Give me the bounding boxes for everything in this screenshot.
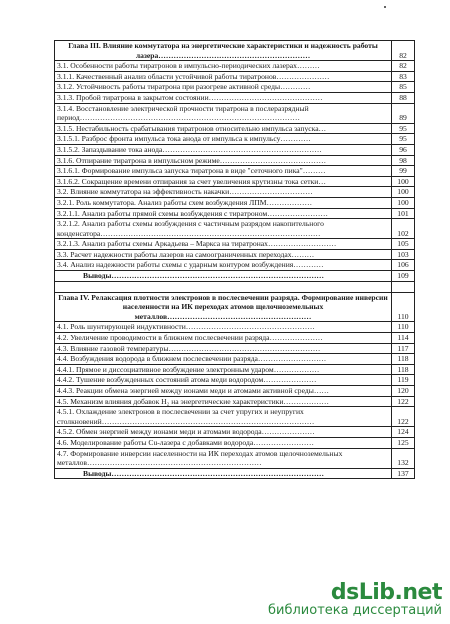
toc-page-number: 85 (392, 82, 415, 93)
toc-page-number: 132 (392, 448, 415, 468)
toc-page-number: 125 (392, 437, 415, 448)
toc-page-number: 105 (392, 239, 415, 250)
toc-entry-text: 3.1.4. Восстановление электрической прочности тиратрона в послеразрядный период…………………………………………………………………………… (55, 103, 392, 123)
toc-row (55, 396, 415, 407)
toc-page-number: 95 (392, 123, 415, 134)
toc-entry-text: Выводы………………………………………………………………………… (55, 271, 392, 282)
toc-row (55, 41, 415, 61)
watermark-subtitle: библиотека диссертаций (268, 603, 442, 618)
toc-page-number: 95 (392, 134, 415, 145)
watermark-logo: dsLib.net (330, 580, 442, 605)
toc-row (55, 166, 415, 177)
toc-entry-text: 3.2.1. Роль коммутатора. Анализ работы схем возбуждения ЛПМ……………… (55, 197, 392, 208)
toc-row (55, 375, 415, 386)
toc-entry-text: 3.2.1.2. Анализ работы схемы возбуждения с частичным разрядом накопительного конденсатора…………………………………………………………………………… (55, 219, 392, 239)
toc-row (55, 354, 415, 365)
toc-page-number: 122 (392, 396, 415, 407)
toc-entry-text: 4.4.3. Реакции обмена энергией между ионами меди и атомами активной среды…… (55, 386, 392, 397)
toc-page-number: 100 (392, 176, 415, 187)
toc-entry-text: 3.2. Влияние коммутатора на эффективность накачки…………………………… (55, 187, 392, 198)
toc-entry-text: Глава III. Влияние коммутатора на энергетические характеристики и надежность работы лазера…………………………………………………… (55, 41, 392, 61)
toc-page-number: 82 (392, 61, 415, 72)
toc-row (55, 103, 415, 123)
toc-row (55, 92, 415, 103)
toc-entry-text: 3.1.5.2. Запаздывание тока анода……………………………………………………… (55, 144, 392, 155)
toc-entry-text: 4.5. Механизм влияния добавок H₂ на энергетические характеристики……………… (55, 396, 392, 407)
toc-row (55, 123, 415, 134)
toc-page-number: 110 (392, 322, 415, 333)
toc-page-number: 137 (392, 468, 415, 479)
toc-entry-text: 3.1.2. Устойчивость работы тиратрона при разогреве активной среды………… (55, 82, 392, 93)
toc-entry-text: 4.5.2. Обмен энергией между ионами меди и атомами водорода………………… (55, 427, 392, 438)
toc-row (55, 407, 415, 427)
toc-entry-text: 3.3. Расчет надежности работы лазеров на самоограниченных переходах……… (55, 249, 392, 260)
toc-entry-text: 3.1.1. Качественный анализ области устойчивой работы тиратронов………………… (55, 71, 392, 82)
toc-page-number: 88 (392, 92, 415, 103)
toc-page-number: 106 (392, 260, 415, 271)
toc-entry-text: 3.1.6. Отпирание тиратрона в импульсном режиме…………………………………… (55, 155, 392, 166)
toc-row (55, 364, 415, 375)
toc-row (55, 333, 415, 344)
toc-entry-text: 4.2. Увеличение проводимости в ближнем послесвечении разряда………………… (55, 333, 392, 344)
toc-page-number: 83 (392, 71, 415, 82)
toc-page-number: 122 (392, 407, 415, 427)
toc-page-number: 117 (392, 343, 415, 354)
toc-row (55, 249, 415, 260)
toc-page-number: 100 (392, 187, 415, 198)
toc-row (55, 176, 415, 187)
toc-entry-text: 3.1.6.1. Формирование импульса запуска тиратрона в виде "сеточного пика"……… (55, 166, 392, 177)
toc-page-number: 118 (392, 354, 415, 365)
toc-page-number: 99 (392, 166, 415, 177)
toc-row (55, 271, 415, 282)
toc-entry-text: 4.7. Формирование инверсии населенности на ИК переходах атомов щелочноземельных металлов…………………………………………………………… (55, 448, 392, 468)
toc-entry-text: 3.1.5.1. Разброс фронта импульса тока анода от импульса к импульсу………… (55, 134, 392, 145)
toc-entry-text: 3.1.5. Нестабильность срабатывания тиратронов относительно импульса запуска… (55, 123, 392, 134)
toc-page-number: 89 (392, 103, 415, 123)
toc-row (55, 239, 415, 250)
scan-speck (384, 6, 386, 8)
toc-entry-text: 4.1. Роль шунтирующей индуктивности…………………………………………… (55, 322, 392, 333)
toc-page-number: 109 (392, 271, 415, 282)
toc-page-number: 124 (392, 427, 415, 438)
toc-entry-text: Глава IV. Релаксация плотности электронов в послесвечении разряда. Формирование инверсии населенности на ИК переходах атомов щелочноземельных металлов………………………………………………… (55, 292, 392, 322)
toc-page-number: 101 (392, 208, 415, 219)
toc-row (55, 468, 415, 479)
toc-page-number: 96 (392, 144, 415, 155)
toc-entry-text: 3.1.3. Пробой тиратрона в закрытом состоянии……………………………………… (55, 92, 392, 103)
toc-row (55, 187, 415, 198)
toc-page-number: 120 (392, 386, 415, 397)
toc-row (55, 427, 415, 438)
toc-row (55, 437, 415, 448)
toc-gap (55, 281, 415, 292)
toc-entry-text: 4.6. Моделирование работы Cu-лазера с добавками водорода…………………… (55, 437, 392, 448)
toc-row (55, 448, 415, 468)
toc-page-number (392, 281, 415, 292)
toc-row (55, 260, 415, 271)
toc-entry-text: 3.1. Особенности работы тиратронов в импульсно-периодических лазерах……… (55, 61, 392, 72)
toc-page-number: 119 (392, 375, 415, 386)
toc-page-number: 100 (392, 197, 415, 208)
toc-row (55, 61, 415, 72)
toc-entry-text: Выводы………………………………………………………………………… (55, 468, 392, 479)
toc-row (55, 197, 415, 208)
toc-page-number: 82 (392, 41, 415, 61)
toc-entry-text: 4.3. Влияние газовой температуры…………………………………………………… (55, 343, 392, 354)
toc-page-number: 98 (392, 155, 415, 166)
toc-row (55, 322, 415, 333)
toc-row (55, 71, 415, 82)
toc-page-number: 102 (392, 219, 415, 239)
toc-page-number: 110 (392, 292, 415, 322)
toc-entry-text: 3.2.1.3. Анализ работы схемы Аркадьева – Маркса на тиратронах……………………… (55, 239, 392, 250)
toc-entry-text: 4.5.1. Охлаждение электронов в послесвечении за счет упругих и неупругих столкновений………………………………………………………………………… (55, 407, 392, 427)
toc-entry-text: 3.1.6.2. Сокращение времени отпирания за счет увеличения крутизны тока сетки… (55, 176, 392, 187)
toc-entry-text: 4.4.2. Тушение возбужденных состояний атома меди водородом………………… (55, 375, 392, 386)
toc-entry-text: 4.4. Возбуждения водорода в ближнем послесвечении разряда……………………… (55, 354, 392, 365)
toc-page-number: 103 (392, 249, 415, 260)
toc-row (55, 82, 415, 93)
toc-entry-text: 3.4. Анализ надежности работы схемы с ударным контуром возбуждения………… (55, 260, 392, 271)
toc-row (55, 343, 415, 354)
toc-page-number: 114 (392, 333, 415, 344)
toc-row (55, 292, 415, 322)
toc-row (55, 155, 415, 166)
watermark (268, 580, 442, 618)
toc-row (55, 386, 415, 397)
toc-entry-text (55, 281, 392, 292)
toc-row (55, 219, 415, 239)
toc-page-number: 118 (392, 364, 415, 375)
toc-row (55, 134, 415, 145)
toc-entry-text: 4.4.1. Прямое и диссоциативное возбуждение электронным ударом……………… (55, 364, 392, 375)
toc-row (55, 208, 415, 219)
table-of-contents (54, 40, 415, 479)
toc-entry-text: 3.2.1.1. Анализ работы прямой схемы возбуждения с тиратроном…………………… (55, 208, 392, 219)
toc-row (55, 144, 415, 155)
